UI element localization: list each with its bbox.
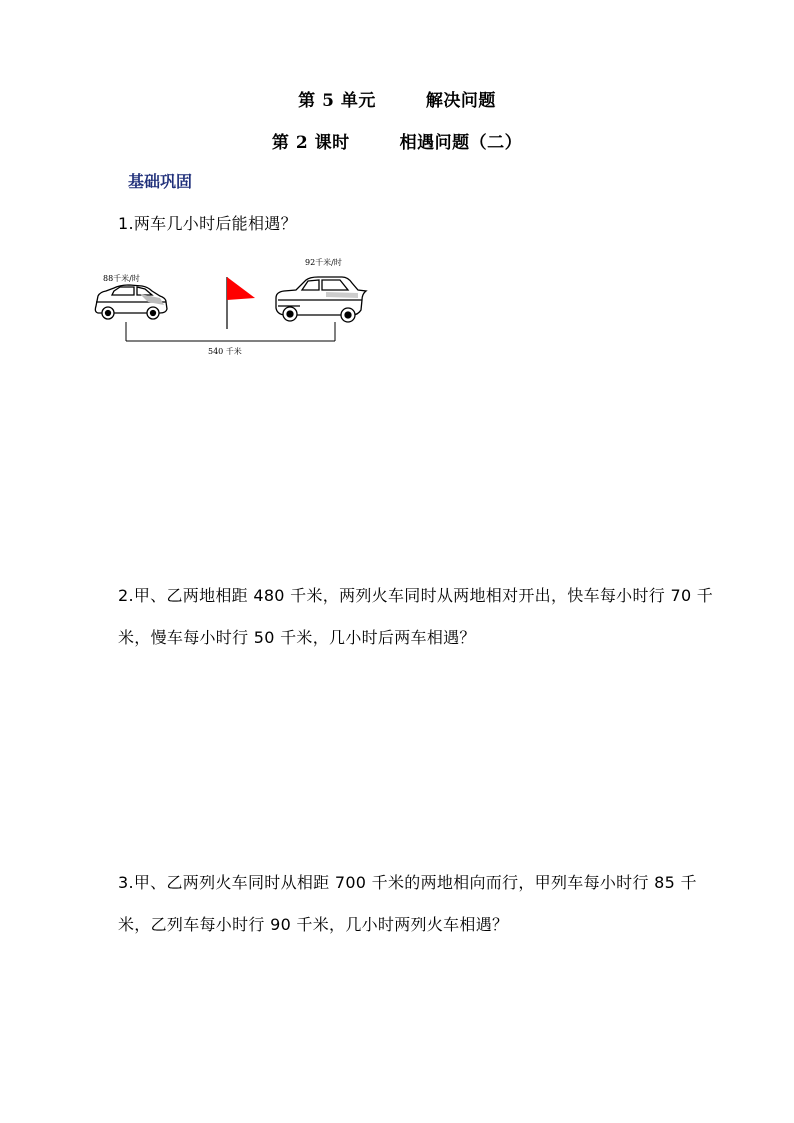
lesson-number: 第 2 课时 — [271, 133, 350, 153]
left-car-icon — [95, 285, 167, 319]
question-3: 3.甲、乙两列火车同时从相距 700 千米的两地相向而行，甲列车每小时行 85 千米，乙列车每小时行 90 千米，几小时两列火车相遇？ — [118, 873, 697, 934]
right-car-speed: 92千米/时 — [305, 258, 342, 267]
lesson-topic: 相遇问题（二） — [399, 133, 523, 153]
section-title: 基础巩固 — [128, 172, 193, 191]
distance-bracket — [126, 322, 335, 341]
flag-cloth — [227, 277, 255, 300]
lesson-title — [0, 128, 794, 153]
question-1: 1.两车几小时后能相遇？ — [118, 214, 297, 233]
unit-number: 第 5 单元 — [298, 91, 376, 111]
right-car-icon — [276, 277, 366, 322]
left-car-speed: 88千米/时 — [103, 274, 140, 283]
distance-label: 540 千米 — [208, 347, 242, 356]
question-2: 2.甲、乙两地相距 480 千米，两列火车同时从两地相对开出，快车每小时行 70 千米，慢车每小时行 50 千米，几小时后两车相遇？ — [118, 586, 714, 647]
unit-title — [0, 86, 794, 111]
meeting-diagram — [90, 250, 390, 365]
unit-topic: 解决问题 — [425, 91, 496, 111]
flag-icon — [227, 277, 255, 329]
